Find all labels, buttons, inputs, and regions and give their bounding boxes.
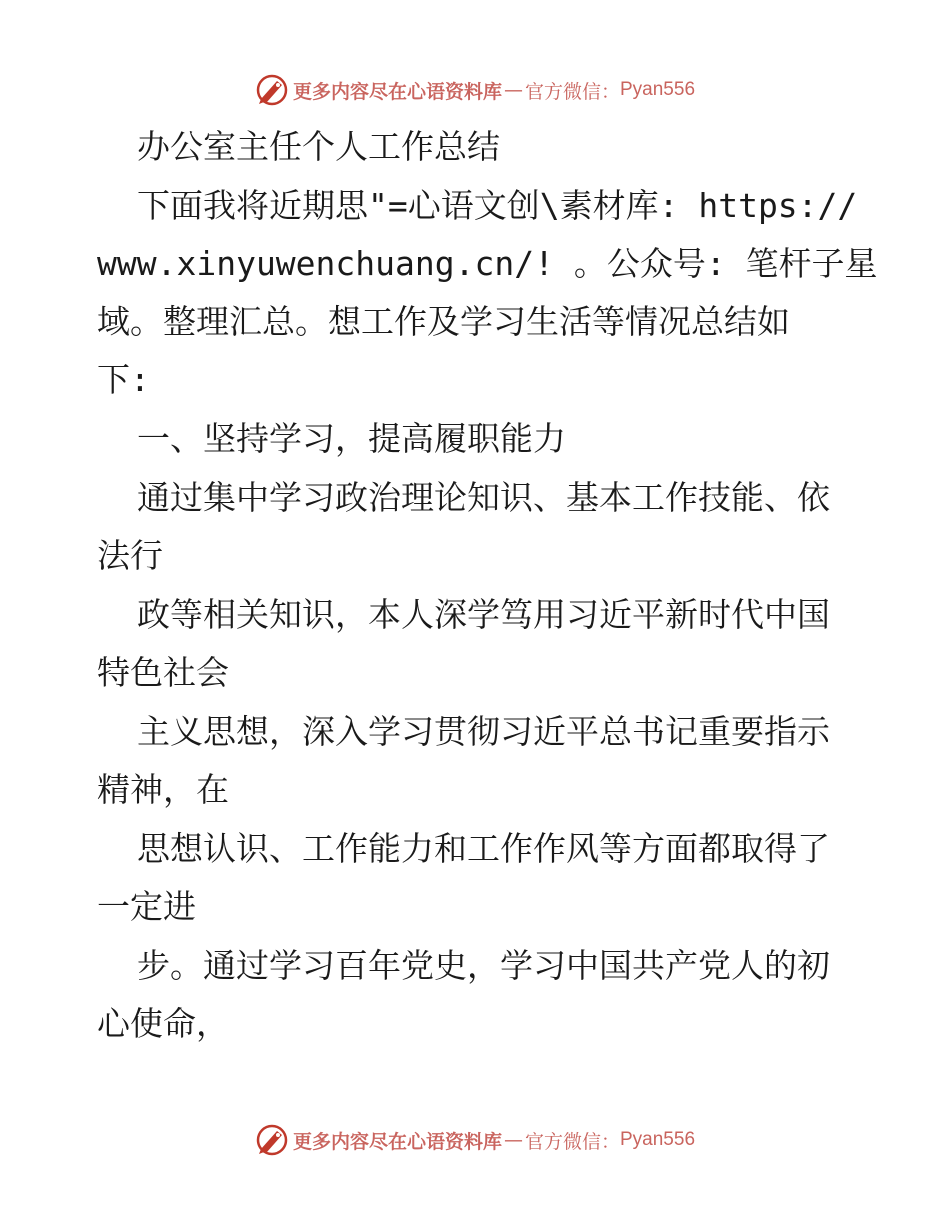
paragraph-line: 特色社会 xyxy=(97,653,229,692)
header-banner-wechat-label: 官方微信： xyxy=(524,80,620,103)
header-watermark xyxy=(0,70,950,110)
paragraph-line: 一定进 xyxy=(97,887,196,926)
paragraph-line: 主义思想，深入学习贯彻习近平总书记重要指示 xyxy=(137,712,830,751)
section-heading: 一、坚持学习，提高履职能力 xyxy=(137,419,566,458)
paragraph-line: 下: xyxy=(97,360,150,399)
footer-banner-separator: — xyxy=(503,1129,523,1151)
paragraph-line: www.xinyuwenchuang.cn/! 。公众号: 笔杆子星 xyxy=(97,244,878,283)
pen-nib-logo-icon xyxy=(255,73,289,107)
document-title: 办公室主任个人工作总结 xyxy=(137,127,500,166)
footer-banner-main-text: 更多内容尽在心语资料库 xyxy=(292,1130,502,1153)
pen-nib-logo-icon xyxy=(255,1123,289,1157)
paragraph-line: 域。整理汇总。想工作及学习生活等情况总结如 xyxy=(97,302,790,341)
header-banner-main-text: 更多内容尽在心语资料库 xyxy=(292,80,502,103)
paragraph-line: 下面我将近期思"=心语文创\素材库: https:// xyxy=(137,186,858,225)
footer-banner-wechat-label: 官方微信： xyxy=(524,1130,620,1153)
paragraph-line: 心使命， xyxy=(97,1004,229,1043)
paragraph-line: 精神，在 xyxy=(97,770,229,809)
paragraph-line: 思想认识、工作能力和工作作风等方面都取得了 xyxy=(137,829,830,868)
paragraph-line: 法行 xyxy=(97,536,163,575)
footer-banner-wechat-id: Pyan556 xyxy=(620,1129,696,1150)
paragraph-line: 政等相关知识，本人深学笃用习近平新时代中国 xyxy=(137,595,830,634)
header-banner-separator: — xyxy=(503,79,523,101)
paragraph-line: 通过集中学习政治理论知识、基本工作技能、依 xyxy=(137,478,830,517)
header-banner-wechat-id: Pyan556 xyxy=(620,79,696,100)
paragraph-line: 步。通过学习百年党史，学习中国共产党人的初 xyxy=(137,946,830,985)
footer-watermark xyxy=(0,1120,950,1160)
